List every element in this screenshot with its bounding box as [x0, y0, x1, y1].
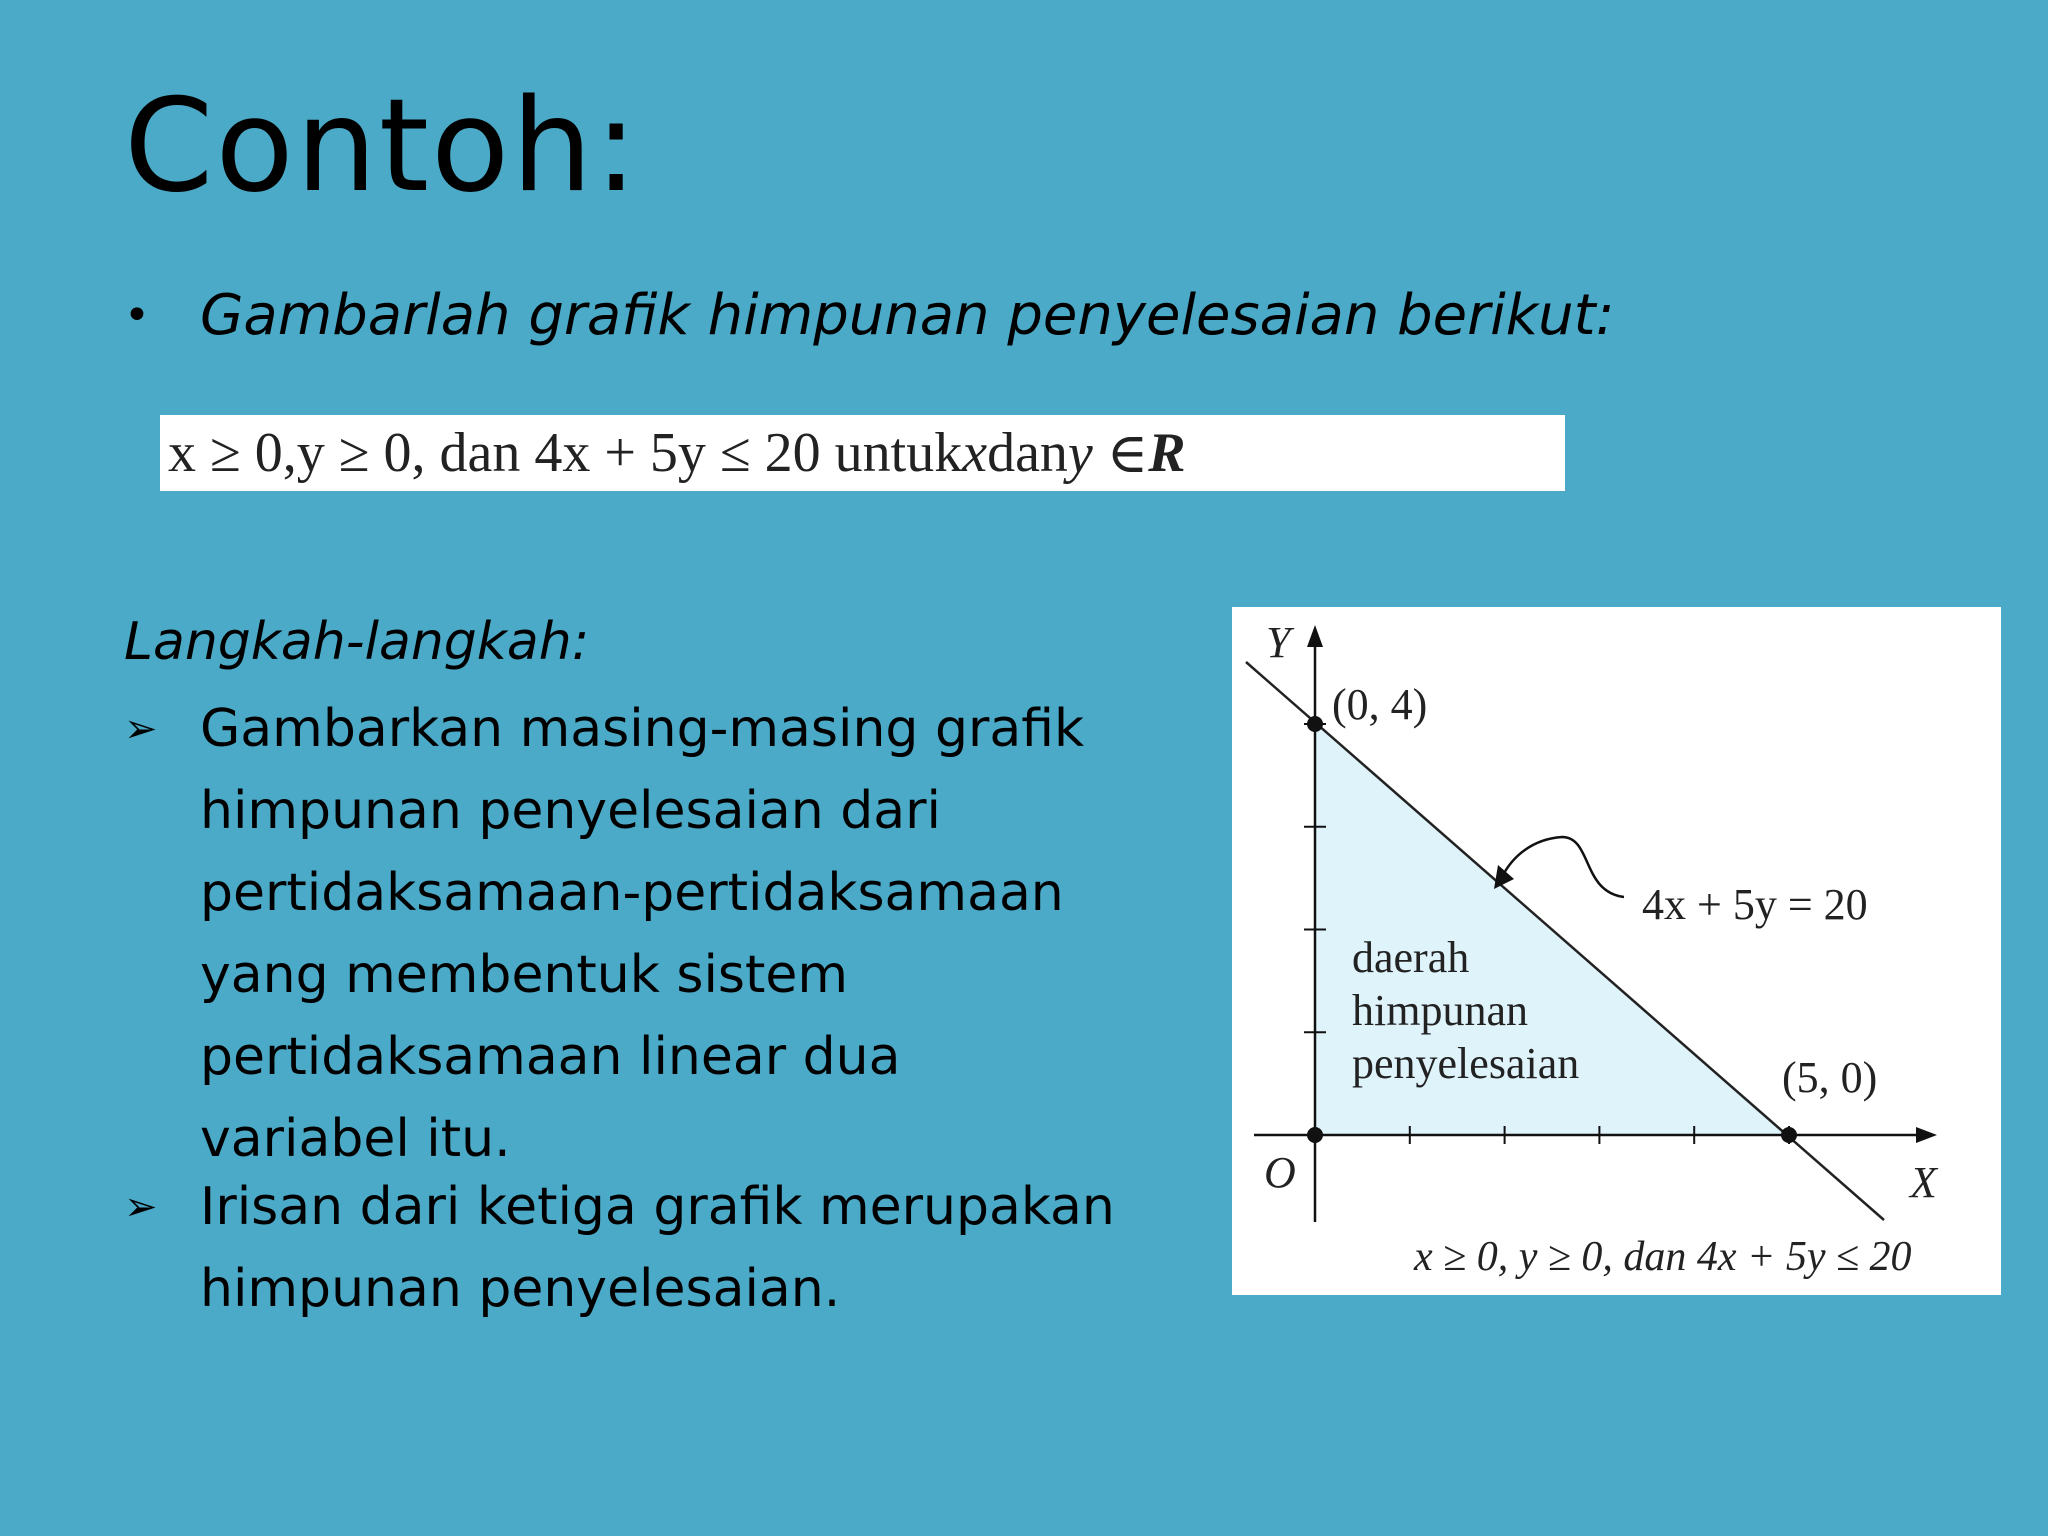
formula-part-2: y ≥ 0, dan 4x + 5y ≤ 20 untuk	[296, 422, 963, 484]
slide-title: Contoh:	[124, 72, 640, 221]
step-text: Gambarkan masing-masing grafik himpunan penyelesaian dari pertidaksamaan-pertidaksamaan yang membentuk sistem pertidaksamaan linear dua variabel itu.	[200, 699, 1085, 1169]
y-axis-label: Y	[1266, 618, 1291, 667]
origin-label: O	[1264, 1148, 1296, 1197]
y-axis-arrow-icon	[1307, 625, 1323, 647]
graph-caption: x ≥ 0, y ≥ 0, dan 4x + 5y ≤ 20	[1414, 1234, 1912, 1280]
steps-heading: Langkah-langkah:	[124, 612, 590, 672]
step-item	[124, 1166, 1120, 1330]
point-origin	[1307, 1127, 1323, 1143]
callout-arrow	[1502, 837, 1624, 897]
region-label-line-2: himpunan	[1352, 986, 1528, 1035]
point-5-0-label: (5, 0)	[1782, 1053, 1878, 1102]
callout-arrowhead-icon	[1494, 865, 1514, 889]
bullet-dot-icon: •	[124, 290, 150, 341]
graph-panel	[1232, 607, 2001, 1295]
boundary-line-label: 4x + 5y = 20	[1642, 880, 1868, 929]
point-0-4	[1307, 716, 1323, 732]
formula-box	[160, 415, 1565, 491]
x-axis-label: X	[1910, 1158, 1937, 1207]
graph-svg	[1232, 607, 2001, 1295]
arrow-bullet-icon: ➢	[124, 1184, 158, 1230]
region-label-line-1: daerah	[1352, 933, 1470, 982]
point-5-0	[1781, 1127, 1797, 1143]
step-text: Irisan dari ketiga grafik merupakan himpunan penyelesaian.	[200, 1177, 1115, 1319]
formula-part-5: y ∈	[1067, 422, 1149, 485]
point-0-4-label: (0, 4)	[1332, 680, 1428, 729]
instruction-text: Gambarlah grafik himpunan penyelesaian berikut:	[200, 283, 1615, 348]
step-item	[124, 688, 1120, 1180]
arrow-bullet-icon: ➢	[124, 706, 158, 752]
x-axis-arrow-icon	[1916, 1127, 1937, 1143]
formula-part-1: x ≥ 0,	[168, 422, 297, 484]
formula-part-4: dan	[987, 422, 1068, 484]
formula-part-6: R	[1148, 422, 1186, 484]
region-label-line-3: penyelesaian	[1352, 1039, 1580, 1088]
formula-part-3: x	[962, 422, 988, 484]
instruction-bullet	[124, 283, 1614, 348]
